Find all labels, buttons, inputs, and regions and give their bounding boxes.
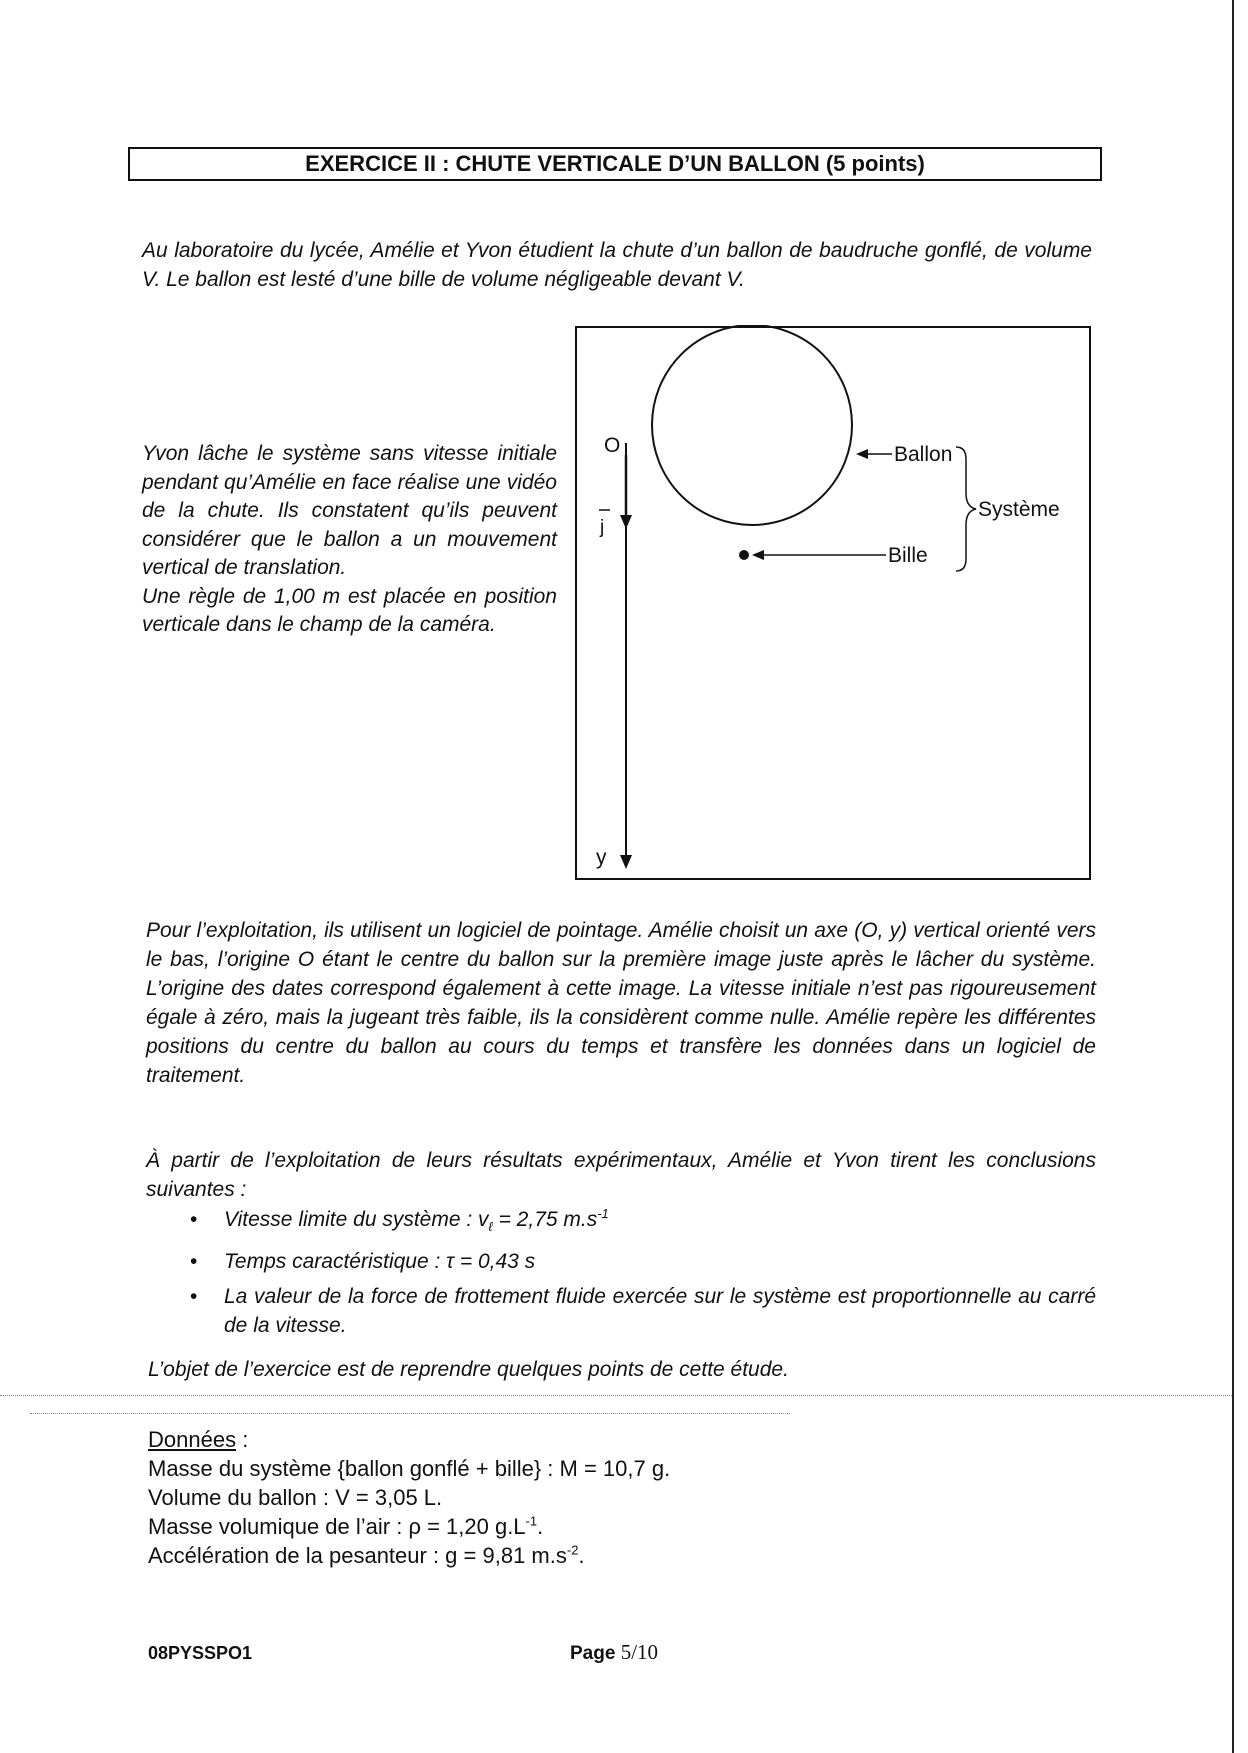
list-item: • Temps caractéristique : τ = 0,43 s [190,1247,1096,1276]
vector-label: j [600,517,605,538]
page-label: Page [570,1643,621,1664]
donnees-heading: Données [148,1427,237,1452]
bille-label: Bille [888,544,928,567]
systeme-brace [956,447,976,571]
bille-dot [739,550,749,560]
donnees-g-exp: -2 [566,1542,579,1558]
separator-line [30,1413,790,1414]
conclusions-list [190,1205,1096,1346]
donnees-block [148,1425,1048,1570]
origin-label: O [604,434,621,457]
document-code: 08PYSSPO1 [148,1643,253,1663]
axis-label: y [596,846,607,869]
donnees-g-row [148,1541,1048,1570]
donnees-g-end: . [578,1543,585,1568]
donnees-rho: Masse volumique de l’air : ρ = 1,20 g.L [148,1514,526,1539]
list-item [190,1205,1096,1241]
bullet-1-exp: -1 [597,1206,609,1221]
exercise-title: EXERCICE II : CHUTE VERTICALE D’UN BALLON (5 points) [128,147,1102,181]
bullet-1-value: = 2,75 m.s [492,1208,598,1231]
balloon-circle [652,325,852,525]
balloon-figure [574,325,1092,881]
side-paragraph-2: Une règle de 1,00 m est placée en position verticale dans le champ de la caméra. [142,584,557,636]
donnees-rho-exp: -1 [525,1513,538,1529]
page-num: 5/10 [620,1640,659,1664]
objet-paragraph: L’objet de l’exercice est de reprendre quelques points de cette étude. [148,1358,789,1381]
donnees-heading-colon: : [236,1427,249,1452]
exploitation-paragraph: Pour l’exploitation, ils utilisent un logiciel de pointage. Amélie choisit un axe (O, y) vertical orienté vers le bas, l’origine O étant le centre du ballon sur la première image juste après le lâcher du système. L’origine des dates correspond également à cette image. La vitesse initiale n’est pas rigoureusement égale à zéro, mais la jugeant très faible, ils la considèrent comme nulle. Amélie repère les différentes positions du centre du ballon au cours du temps et transfère les données dans un logiciel de traitement. [146,919,1096,1087]
y-axis-arrow-icon [620,855,632,869]
bullet-1-label: Vitesse limite du système : v [224,1208,489,1231]
systeme-label: Système [978,498,1060,521]
page-number [570,1640,658,1665]
donnees-volume: Volume du ballon : V = 3,05 L. [148,1485,443,1510]
unit-vector-arrow-icon [620,515,632,529]
bille-pointer-arrow-icon [752,550,764,560]
side-text [142,440,557,640]
donnees-g: Accélération de la pesanteur : g = 9,81 m.s [148,1543,567,1568]
conclusions-intro: À partir de l’exploitation de leurs résultats expérimentaux, Amélie et Yvon tirent les conclusions suivantes : [146,1149,1096,1201]
donnees-rho-row [148,1512,1048,1541]
ballon-label: Ballon [894,443,953,466]
donnees-masse: Masse du système {ballon gonflé + bille} : M = 10,7 g. [148,1456,671,1481]
intro-paragraph: Au laboratoire du lycée, Amélie et Yvon étudient la chute d’un ballon de baudruche gonflé, de volume V. Le ballon est lesté d’une bille de volume négligeable devant V. [142,239,1092,291]
donnees-rho-end: . [537,1514,544,1539]
ballon-pointer-arrow-icon [856,449,868,459]
page-edge-line [1232,0,1234,1753]
list-item: • La valeur de la force de frottement fluide exercée sur le système est proportionnelle au carré de la vitesse. [190,1282,1096,1340]
side-paragraph-1: Yvon lâche le système sans vitesse initiale pendant qu’Amélie en face réalise une vidéo de la chute. Ils constatent qu’ils peuvent considérer que le ballon a un mouvement vertical de translation. [142,442,557,579]
bullet-1-sub: ℓ [488,1219,493,1235]
separator-line [0,1395,1232,1396]
donnees-heading-row [148,1425,1048,1454]
